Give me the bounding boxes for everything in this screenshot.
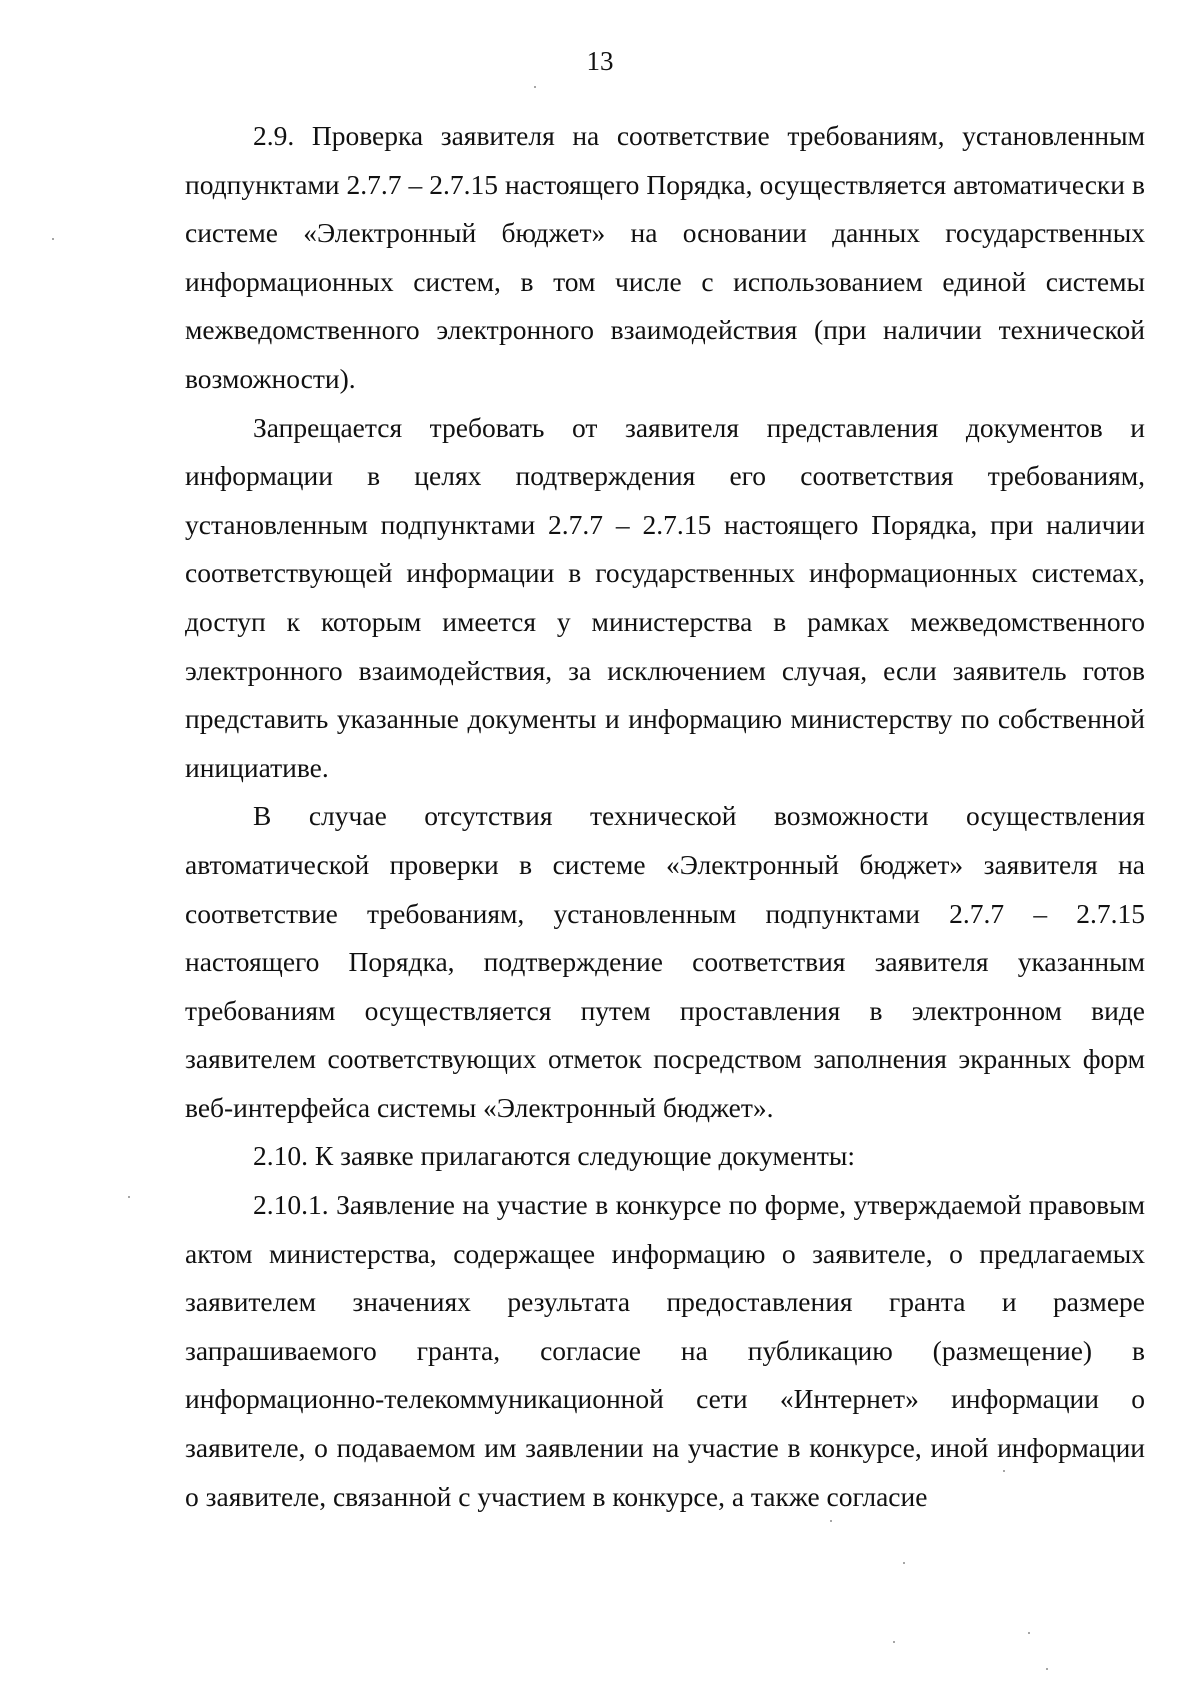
scan-speck xyxy=(1028,1632,1030,1634)
paragraph-prohibition: Запрещается требовать от заявителя представления документов и информации в целях подтверждения его соответствия требованиям, установленным подпунктами 2.7.7 – 2.7.15 настоящего Порядка, при наличии соответствующей информации в государственных информационных системах, доступ к которым имеется у министерства в рамках межведомственного электронного взаимодействия, за исключением случая, если заявитель готов представить указанные документы и информацию министерству по собственной инициативе. xyxy=(185,411,1145,783)
paragraph-2-9: 2.9. Проверка заявителя на соответствие требованиям, установленным подпунктами 2.7.7 – 2.7.15 настоящего Порядка, осуществляется автоматически в системе «Электронный бюджет» на основании данных государственных информационных систем, в том числе с использованием единой системы межведомственного электронного взаимодействия (при наличии технической возможности). xyxy=(185,120,1145,394)
scan-speck xyxy=(52,238,54,240)
document-body xyxy=(185,112,1145,1521)
scan-speck xyxy=(128,1196,130,1198)
scan-speck xyxy=(830,1520,832,1522)
scan-speck xyxy=(534,86,536,88)
scan-speck xyxy=(903,1562,905,1564)
paragraph-2-10-1: 2.10.1. Заявление на участие в конкурсе по форме, утверждаемой правовым актом министерства, содержащее информацию о заявителе, о предлагаемых заявителем значениях результата предоставления гранта и размере запрашиваемого гранта, согласие на публикацию (размещение) в информационно-телекоммуникационной сети «Интернет» информации о заявителе, о подаваемом им заявлении на участие в конкурсе, иной информации о заявителе, связанной с участием в конкурсе, а также согласие xyxy=(185,1189,1145,1512)
paragraph-2-10: 2.10. К заявке прилагаются следующие документы: xyxy=(253,1140,856,1172)
scan-speck xyxy=(1003,1470,1005,1472)
scan-speck xyxy=(893,1641,895,1643)
paragraph-no-technical-possibility: В случае отсутствия технической возможности осуществления автоматической проверки в системе «Электронный бюджет» заявителя на соответствие требованиям, установленным подпунктами 2.7.7 – 2.7.15 настоящего Порядка, подтверждение соответствия заявителя указанным требованиям осуществляется путем проставления в электронном виде заявителем соответствующих отметок посредством заполнения экранных форм веб-интерфейса системы «Электронный бюджет». xyxy=(185,800,1145,1123)
scan-speck xyxy=(1046,1668,1048,1670)
page-number: 13 xyxy=(586,46,614,76)
